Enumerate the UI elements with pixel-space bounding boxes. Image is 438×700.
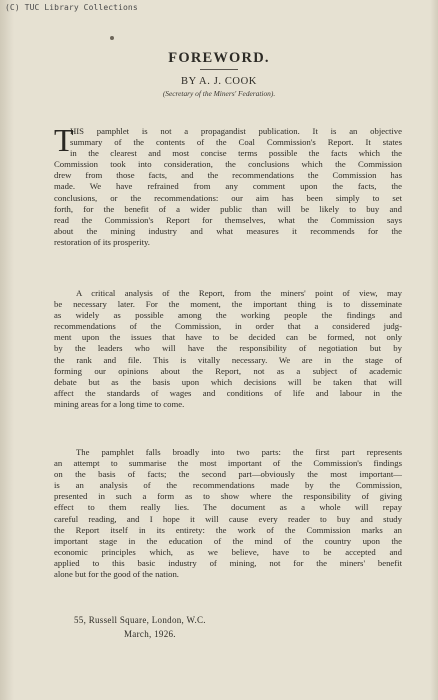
paragraph-line: be necessary later. For the moment, the important thing is to disseminate: [54, 299, 402, 310]
paragraph-line: HIS pamphlet is not a propagandist publication. It is an objective: [70, 126, 402, 136]
author-subtitle: (Secretary of the Miners' Federation).: [162, 89, 276, 98]
foreword-paragraph-3: [54, 447, 402, 580]
paper-speck: [110, 36, 114, 40]
paragraph-line: A critical analysis of the Report, from the miners' point of view, may: [76, 288, 402, 298]
paragraph-line: summary of the contents of the Coal Commission's Report. It states: [70, 137, 402, 148]
watermark: (C) TUC Library Collections: [5, 3, 138, 12]
paragraph-line: recommendations of the Commission, in order that a considered judg-: [54, 321, 402, 332]
foreword-paragraph-1: [54, 122, 402, 248]
paragraph-line: presented in such a form as to show where the responsibility of giving: [54, 491, 402, 502]
paragraph-line: ment upon the issues that have to be decided can be formed, not only: [54, 332, 402, 343]
date-line: March, 1926.: [124, 629, 176, 639]
paragraph-line: conclusions, or the recommendations: our aim has been simply to set: [54, 192, 402, 203]
title-divider: [200, 69, 238, 70]
page-edge-shadow-left: [0, 0, 14, 700]
paragraph-line: the rank and file. This is vitally necessary. We are in the stage of: [54, 354, 402, 365]
paragraph-line: applied to this basic industry of mining, not for the miners' benefit: [54, 557, 402, 568]
foreword-paragraph-2: [54, 288, 402, 410]
paragraph-line: important stage in the education of the mind of the country upon the: [54, 535, 402, 546]
paragraph-line: careful reading, and I hope it will cause every reader to buy and study: [54, 513, 402, 524]
paragraph-line: economic principles which, as we believe, have to be accepted and: [54, 546, 402, 557]
paragraph-line: forth, for the benefit of a wider public than will be likely to buy and: [54, 203, 402, 214]
paragraph-line: made. We have refrained from any comment upon the facts, the: [54, 181, 402, 192]
paragraph-line: effect to them really lies. The document as a whole will repay: [54, 502, 402, 513]
page-edge-shadow-right: [430, 0, 438, 700]
paragraph-line: Commission took into consideration, the conclusions which the Commission: [54, 159, 402, 170]
author-byline: BY A. J. COOK: [181, 76, 257, 87]
paragraph-line: an attempt to summarise the most important of the Commission's findings: [54, 458, 402, 469]
paragraph-line: read the Commission's Report for themselves, what the Commission says: [54, 214, 402, 225]
paragraph-line: affect the standards of wages and conditions of life and labour in the: [54, 387, 402, 398]
paragraph-line: is an analysis of the recommendations made by the Commission,: [54, 480, 402, 491]
paragraph-line: the Report itself in its entirety: the work of the Commission marks an: [54, 524, 402, 535]
drop-cap: T: [54, 122, 74, 158]
paragraph-line: forming our opinions about the Report, not as a subject of academic: [54, 365, 402, 376]
address-line: 55, Russell Square, London, W.C.: [74, 615, 206, 625]
paragraph-line: drew from those facts, and the recommendations the Commission has: [54, 170, 402, 181]
paragraph-line: by the leaders who will have the responsibility of negotiation but by: [54, 343, 402, 354]
paragraph-line: restoration of its prosperity.: [54, 236, 150, 247]
paragraph-line: alone but for the good of the nation.: [54, 569, 179, 580]
paragraph-line: mining areas for a long time to come.: [54, 398, 185, 409]
paragraph-line: debate but as the basis upon which decisions will be taken that will: [54, 376, 402, 387]
page-title: FOREWORD.: [168, 50, 270, 66]
paragraph-line: in the clearest and most concise terms possible the facts which the: [70, 148, 402, 159]
paragraph-line: The pamphlet falls broadly into two parts: the first part represents: [76, 447, 402, 457]
paragraph-line: as widely as possible among the working people the findings and: [54, 310, 402, 321]
paragraph-line: on the basis of facts; the second part—obviously the most important—: [54, 469, 402, 480]
paragraph-line: about the mining industry and what measures it recommends for the: [54, 225, 402, 236]
